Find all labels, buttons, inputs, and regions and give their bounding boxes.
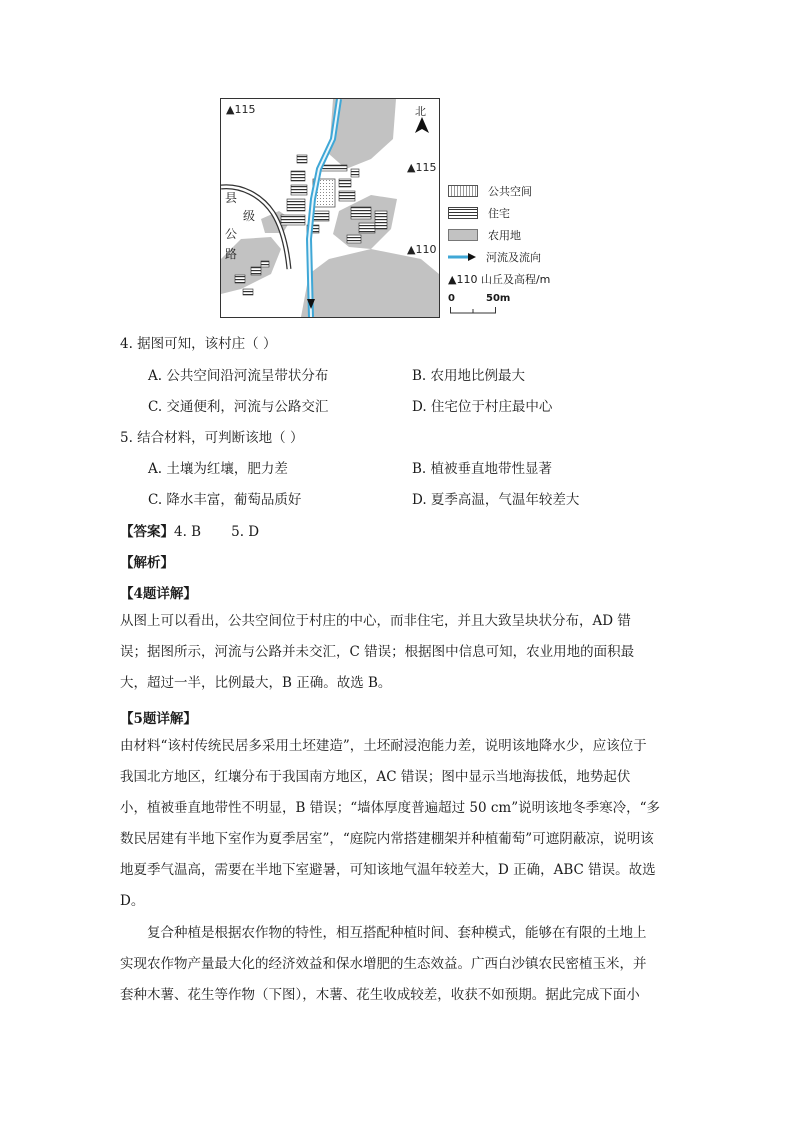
question-4-option-c: C. 交通便利，河流与公路交汇 — [148, 399, 329, 415]
peak-label: ▲115 — [407, 161, 437, 174]
analysis-label: 【解析】 — [120, 555, 174, 571]
farmland-area-south — [301, 249, 439, 317]
scale-start-label: 0 — [448, 293, 455, 304]
detail-5-label: 【5题详解】 — [120, 711, 197, 727]
question-4-option-a: A. 公共空间沿河流呈带状分布 — [148, 368, 329, 384]
legend-item — [448, 224, 598, 246]
legend-label: 住宅 — [488, 207, 510, 220]
text-line: 我国北方地区，红壤分布于我国南方地区，AC 错误；图中显示当地海拔低，地势起伏 — [120, 769, 631, 785]
road-label-char: 公 — [225, 227, 238, 241]
peak-triangle-symbol: ▲110 山丘及高程/m — [448, 273, 551, 286]
peak-label: ▲115 — [226, 103, 256, 116]
text-line: 套种木薯、花生等作物（下图），木薯、花生收成较差，收获不如预期。据此完成下面小 — [120, 987, 640, 1003]
text-line: 误；据图所示，河流与公路并未交汇，C 错误；根据图中信息可知，农业用地的面积最 — [120, 644, 635, 660]
legend-label: 公共空间 — [488, 185, 532, 198]
question-4-option-b: B. 农用地比例最大 — [412, 368, 526, 384]
answer-line — [120, 520, 259, 540]
question-5-option-b: B. 植被垂直地带性显著 — [412, 461, 553, 477]
north-label: 北 — [415, 105, 426, 118]
public-space-symbol — [448, 185, 478, 197]
question-5-option-c: C. 降水丰富，葡萄品质好 — [148, 492, 302, 508]
farmland-area-east — [333, 195, 397, 249]
legend-item — [448, 268, 598, 290]
question-5-stem: 5. 结合材料，可判断该地（ ） — [120, 430, 304, 446]
legend-item — [448, 246, 598, 268]
road-label-char: 级 — [243, 209, 256, 223]
residence-symbol — [448, 207, 478, 219]
question-4-option-d: D. 住宅位于村庄最中心 — [412, 399, 553, 415]
question-5-option-a: A. 土壤为红壤，肥力差 — [148, 461, 288, 477]
text-line: 实现农作物产量最大化的经济效益和保水增肥的生态效益。广西白沙镇农民密植玉米，并 — [120, 956, 647, 972]
detail-5-text — [120, 731, 680, 917]
text-line: 由材料“该村传统民居多采用土坯建造”，土坯耐浸泡能力差，说明该地降水少，应该位于 — [120, 738, 647, 754]
answer-text: 4. B 5. D — [174, 524, 260, 540]
legend-item — [448, 202, 598, 224]
answer-label: 【答案】 — [120, 524, 174, 540]
detail-4-label: 【4题详解】 — [120, 586, 197, 602]
legend-label: 河流及流向 — [486, 251, 541, 264]
text-line: 小，植被垂直地带性不明显，B 错误；“墙体厚度普遍超过 50 cm”说明该地冬季寒冷，“多 — [120, 800, 661, 816]
question-4-stem: 4. 据图可知，该村庄（ ） — [120, 336, 277, 352]
scale-line — [450, 307, 498, 315]
text-line: 数民居建有半地下室作为夏季居室”，“庭院内常搭建棚架并种植葡萄”可遮阴蔽凉，说明该 — [120, 831, 654, 847]
text-line: 复合种植是根据农作物的特性，相互搭配种植时间、套种模式，能够在有限的土地上 — [147, 925, 647, 941]
road-label-char: 路 — [225, 247, 238, 261]
text-line: D。 — [120, 893, 145, 909]
detail-4-text — [120, 606, 680, 699]
village-map — [220, 98, 440, 318]
scale-end-label: 50m — [486, 293, 511, 304]
north-arrow-icon — [415, 117, 429, 135]
legend-item — [448, 180, 598, 202]
legend-label: 农用地 — [488, 229, 521, 242]
map-legend — [448, 180, 598, 290]
intro-paragraph — [120, 918, 680, 1011]
peak-label: ▲110 — [407, 243, 437, 256]
text-line: 地夏季气温高，需要在半地下室避暑，可知该地气温年较差大，D 正确，ABC 错误。故选 — [120, 862, 656, 878]
river-arrow-symbol — [448, 252, 476, 262]
village-map-figure — [220, 98, 551, 320]
farmland-symbol — [448, 229, 478, 241]
question-5-option-d: D. 夏季高温，气温年较差大 — [412, 492, 580, 508]
text-line: 从图上可以看出，公共空间位于村庄的中心，而非住宅，并且大致呈块状分布，AD 错 — [120, 613, 631, 629]
road-label-char: 县 — [225, 191, 238, 205]
text-line: 大，超过一半，比例最大，B 正确。故选 B。 — [120, 675, 392, 691]
